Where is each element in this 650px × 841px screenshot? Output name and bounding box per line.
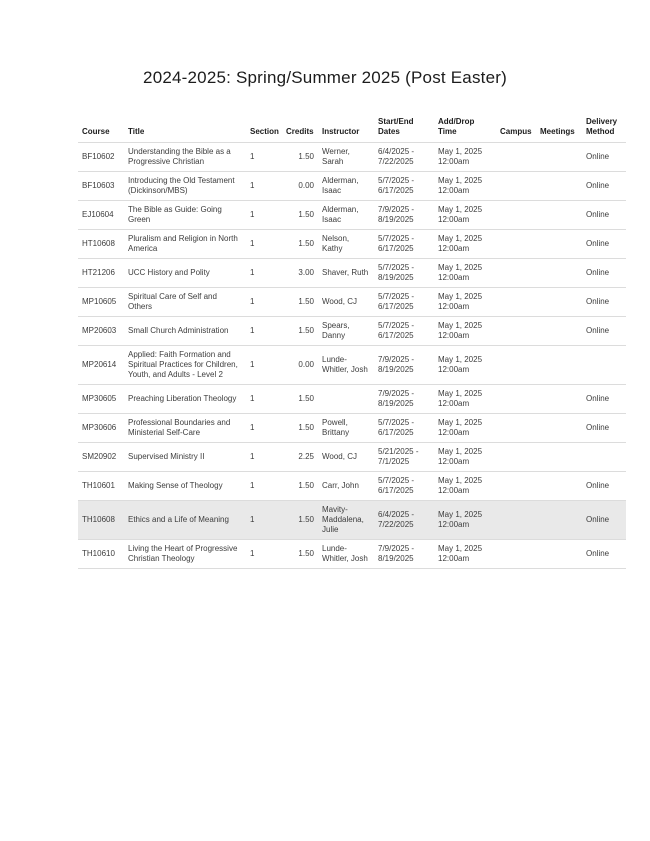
cell-campus [496, 143, 536, 172]
table-row [78, 414, 626, 443]
cell-instructor: Alderman, Isaac [318, 201, 374, 230]
table-row [78, 259, 626, 288]
cell-title: Preaching Liberation Theology [124, 385, 246, 414]
cell-delivery [582, 346, 626, 385]
cell-title: Understanding the Bible as a Progressive Christian [124, 143, 246, 172]
cell-meetings [536, 143, 582, 172]
cell-campus [496, 288, 536, 317]
cell-course: MP30606 [78, 414, 124, 443]
cell-dates: 6/4/2025 - 7/22/2025 [374, 501, 434, 540]
cell-add_drop: May 1, 2025 12:00am [434, 288, 496, 317]
cell-credits: 1.50 [282, 472, 318, 501]
cell-add_drop: May 1, 2025 12:00am [434, 172, 496, 201]
cell-delivery: Online [582, 288, 626, 317]
column-header-add_drop: Add/Drop Time [434, 115, 496, 143]
cell-title: Spiritual Care of Self and Others [124, 288, 246, 317]
cell-meetings [536, 172, 582, 201]
cell-dates: 7/9/2025 - 8/19/2025 [374, 201, 434, 230]
table-body [78, 143, 626, 569]
table-header [78, 115, 626, 143]
cell-title: Supervised Ministry II [124, 443, 246, 472]
page-title: 2024-2025: Spring/Summer 2025 (Post Easter) [143, 68, 507, 87]
cell-instructor: Spears, Danny [318, 317, 374, 346]
cell-meetings [536, 501, 582, 540]
cell-meetings [536, 414, 582, 443]
cell-title: Applied: Faith Formation and Spiritual Practices for Children, Youth, and Adults - Level 2 [124, 346, 246, 385]
cell-campus [496, 230, 536, 259]
cell-section: 1 [246, 288, 282, 317]
cell-add_drop: May 1, 2025 12:00am [434, 540, 496, 569]
cell-title: Making Sense of Theology [124, 472, 246, 501]
column-header-section: Section [246, 115, 282, 143]
cell-course: MP30605 [78, 385, 124, 414]
cell-add_drop: May 1, 2025 12:00am [434, 230, 496, 259]
column-header-credits: Credits [282, 115, 318, 143]
cell-instructor: Wood, CJ [318, 443, 374, 472]
table-row [78, 385, 626, 414]
cell-credits: 1.50 [282, 540, 318, 569]
cell-section: 1 [246, 201, 282, 230]
cell-title: Pluralism and Religion in North America [124, 230, 246, 259]
cell-credits: 1.50 [282, 317, 318, 346]
cell-instructor: Nelson, Kathy [318, 230, 374, 259]
cell-delivery: Online [582, 172, 626, 201]
cell-course: TH10610 [78, 540, 124, 569]
cell-campus [496, 172, 536, 201]
cell-meetings [536, 230, 582, 259]
cell-dates: 5/7/2025 - 6/17/2025 [374, 230, 434, 259]
cell-section: 1 [246, 143, 282, 172]
table-row [78, 443, 626, 472]
cell-add_drop: May 1, 2025 12:00am [434, 443, 496, 472]
cell-delivery: Online [582, 143, 626, 172]
cell-add_drop: May 1, 2025 12:00am [434, 143, 496, 172]
cell-course: MP10605 [78, 288, 124, 317]
cell-campus [496, 317, 536, 346]
cell-meetings [536, 259, 582, 288]
cell-section: 1 [246, 172, 282, 201]
cell-course: HT21206 [78, 259, 124, 288]
cell-delivery: Online [582, 230, 626, 259]
cell-campus [496, 472, 536, 501]
cell-credits: 0.00 [282, 172, 318, 201]
cell-credits: 1.50 [282, 414, 318, 443]
cell-dates: 5/7/2025 - 6/17/2025 [374, 472, 434, 501]
cell-add_drop: May 1, 2025 12:00am [434, 501, 496, 540]
cell-course: BF10603 [78, 172, 124, 201]
cell-title: Ethics and a Life of Meaning [124, 501, 246, 540]
cell-section: 1 [246, 540, 282, 569]
cell-course: MP20614 [78, 346, 124, 385]
cell-delivery: Online [582, 201, 626, 230]
table-row [78, 143, 626, 172]
course-table [78, 115, 626, 569]
cell-dates: 5/7/2025 - 6/17/2025 [374, 317, 434, 346]
cell-title: Introducing the Old Testament (Dickinson/MBS) [124, 172, 246, 201]
cell-section: 1 [246, 230, 282, 259]
column-header-course: Course [78, 115, 124, 143]
cell-credits: 3.00 [282, 259, 318, 288]
cell-delivery: Online [582, 414, 626, 443]
cell-meetings [536, 288, 582, 317]
cell-title: The Bible as Guide: Going Green [124, 201, 246, 230]
cell-title: Small Church Administration [124, 317, 246, 346]
cell-section: 1 [246, 501, 282, 540]
cell-instructor: Carr, John [318, 472, 374, 501]
cell-section: 1 [246, 443, 282, 472]
table-row [78, 230, 626, 259]
cell-dates: 7/9/2025 - 8/19/2025 [374, 385, 434, 414]
cell-add_drop: May 1, 2025 12:00am [434, 414, 496, 443]
column-header-campus: Campus [496, 115, 536, 143]
cell-instructor: Lunde-Whitler, Josh [318, 540, 374, 569]
cell-delivery: Online [582, 540, 626, 569]
table-row [78, 472, 626, 501]
cell-campus [496, 443, 536, 472]
cell-section: 1 [246, 385, 282, 414]
cell-delivery: Online [582, 501, 626, 540]
cell-course: MP20603 [78, 317, 124, 346]
cell-title: Living the Heart of Progressive Christian Theology [124, 540, 246, 569]
cell-instructor: Powell, Brittany [318, 414, 374, 443]
cell-credits: 0.00 [282, 346, 318, 385]
cell-add_drop: May 1, 2025 12:00am [434, 259, 496, 288]
cell-meetings [536, 443, 582, 472]
cell-section: 1 [246, 346, 282, 385]
column-header-meetings: Meetings [536, 115, 582, 143]
cell-meetings [536, 472, 582, 501]
column-header-instructor: Instructor [318, 115, 374, 143]
cell-course: HT10608 [78, 230, 124, 259]
cell-instructor: Alderman, Isaac [318, 172, 374, 201]
cell-campus [496, 346, 536, 385]
cell-instructor: Lunde-Whitler, Josh [318, 346, 374, 385]
cell-instructor: Wood, CJ [318, 288, 374, 317]
cell-dates: 5/7/2025 - 6/17/2025 [374, 414, 434, 443]
cell-delivery [582, 443, 626, 472]
cell-dates: 7/9/2025 - 8/19/2025 [374, 540, 434, 569]
cell-meetings [536, 317, 582, 346]
cell-meetings [536, 346, 582, 385]
cell-dates: 5/7/2025 - 8/19/2025 [374, 259, 434, 288]
table-row [78, 288, 626, 317]
table-row [78, 540, 626, 569]
cell-meetings [536, 540, 582, 569]
cell-section: 1 [246, 414, 282, 443]
cell-course: TH10601 [78, 472, 124, 501]
cell-campus [496, 414, 536, 443]
table-row [78, 346, 626, 385]
cell-section: 1 [246, 317, 282, 346]
cell-delivery: Online [582, 472, 626, 501]
cell-instructor: Werner, Sarah [318, 143, 374, 172]
cell-credits: 1.50 [282, 288, 318, 317]
cell-credits: 1.50 [282, 230, 318, 259]
cell-meetings [536, 201, 582, 230]
cell-dates: 5/7/2025 - 6/17/2025 [374, 172, 434, 201]
cell-add_drop: May 1, 2025 12:00am [434, 472, 496, 501]
cell-instructor: Shaver, Ruth [318, 259, 374, 288]
cell-course: EJ10604 [78, 201, 124, 230]
column-header-title: Title [124, 115, 246, 143]
cell-meetings [536, 385, 582, 414]
table-row [78, 317, 626, 346]
cell-dates: 7/9/2025 - 8/19/2025 [374, 346, 434, 385]
cell-delivery: Online [582, 317, 626, 346]
cell-title: UCC History and Polity [124, 259, 246, 288]
table-row [78, 201, 626, 230]
cell-section: 1 [246, 472, 282, 501]
cell-credits: 1.50 [282, 385, 318, 414]
cell-campus [496, 540, 536, 569]
cell-add_drop: May 1, 2025 12:00am [434, 346, 496, 385]
column-header-dates: Start/End Dates [374, 115, 434, 143]
cell-credits: 1.50 [282, 201, 318, 230]
cell-campus [496, 201, 536, 230]
table-row [78, 501, 626, 540]
cell-dates: 5/7/2025 - 6/17/2025 [374, 288, 434, 317]
cell-title: Professional Boundaries and Ministerial Self-Care [124, 414, 246, 443]
cell-credits: 1.50 [282, 143, 318, 172]
cell-dates: 6/4/2025 - 7/22/2025 [374, 143, 434, 172]
cell-delivery: Online [582, 385, 626, 414]
table-header-row [78, 115, 626, 143]
cell-add_drop: May 1, 2025 12:00am [434, 317, 496, 346]
cell-add_drop: May 1, 2025 12:00am [434, 385, 496, 414]
cell-course: BF10602 [78, 143, 124, 172]
cell-course: TH10608 [78, 501, 124, 540]
cell-section: 1 [246, 259, 282, 288]
cell-instructor: Mavity-Maddalena, Julie [318, 501, 374, 540]
cell-credits: 2.25 [282, 443, 318, 472]
cell-campus [496, 501, 536, 540]
cell-course: SM20902 [78, 443, 124, 472]
cell-campus [496, 385, 536, 414]
cell-credits: 1.50 [282, 501, 318, 540]
cell-dates: 5/21/2025 - 7/1/2025 [374, 443, 434, 472]
cell-instructor [318, 385, 374, 414]
column-header-delivery: Delivery Method [582, 115, 626, 143]
cell-add_drop: May 1, 2025 12:00am [434, 201, 496, 230]
table-row [78, 172, 626, 201]
cell-campus [496, 259, 536, 288]
cell-delivery: Online [582, 259, 626, 288]
